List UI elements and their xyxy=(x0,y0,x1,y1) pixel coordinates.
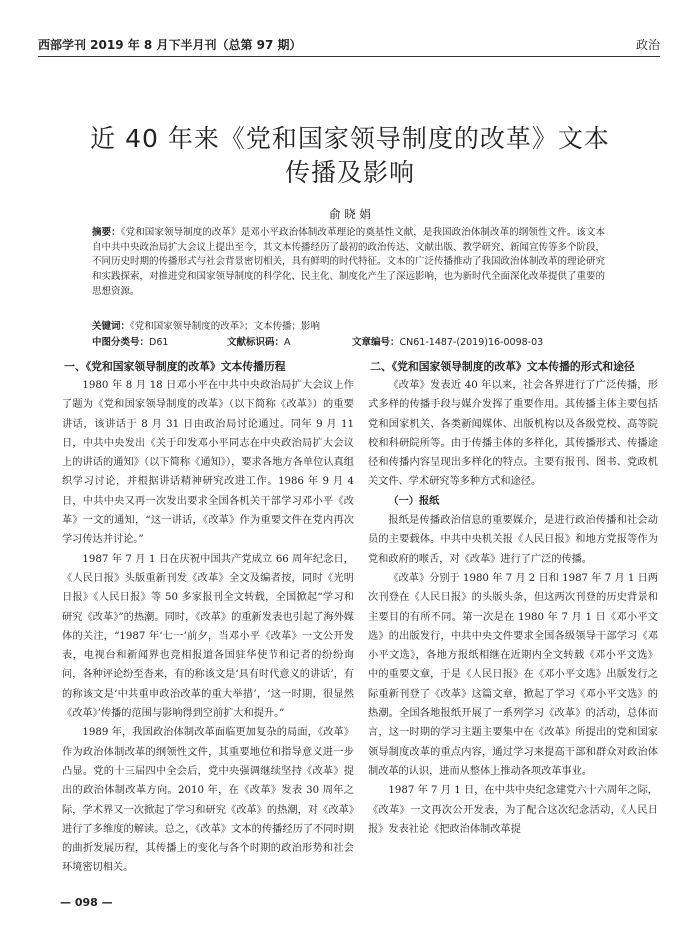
journal-info: 西部学刊 2019 年 8 月下半月刊（总第 97 期） xyxy=(38,38,302,52)
paragraph: 1987 年 7 月 1 日，在中共中央纪念建党六十六周年之际，《改革》一文再次公开发表，为了配合这次纪念活动，《人民日报》发表社论《把政治体制改革提 xyxy=(368,785,658,835)
title-line-2: 传播及影响 xyxy=(284,158,415,187)
article-title xyxy=(40,122,660,190)
paragraph: 1989 年，我国政治体制改革面临更加复杂的局面，《改革》作为政治体制改革的纲领性文件，其重要地位和指导意义进一步凸显。党的十三届四中全会后，党中央强调继续坚持《改革》提出的政治体制改革方向。2010 年，在《改革》发表 30 周年之际，学术界又一次掀起了学习和研究《改革》的热潮，对《改革》进行了多维度的解读。总之，《改革》文本的传播经历了不同时期的曲折发展历程，其传播上的变化与各个时期的政治形势和社会环境密切相关。 xyxy=(62,727,354,874)
section-heading-1: 一、《党和国家领导制度的改革》文本传播历程 xyxy=(64,360,286,373)
abstract-text: 《党和国家领导制度的改革》是邓小平政治体制改革理论的奠基性文献，是我国政治体制改革的纲领性文件。该文本自中共中央政治局扩大会议上提出至今，其文本传播经历了最初的政治传达、文献出版、教学研究、新闻宣传等多个阶段，不同历史时期的传播形式与社会背景密切相关，具有鲜明的时代特征。文本的广泛传播推动了我国政治体制改革的理论研究和实践探索，对推进党和国家领导制度的科学化、民主化、制度化产生了深远影响，也为新时代全面深化改革提供了重要的思想资源。 xyxy=(92,227,606,297)
paragraph: 报纸是传播政治信息的重要媒介，是进行政治传播和社会动员的主要载体。中共中央机关报《人民日报》和地方党报等作为党和政府的喉舌，对《改革》进行了广泛的传播。 xyxy=(368,515,658,565)
running-header xyxy=(38,34,660,57)
article-number: 文章编号：CN61-1487-(2019)16-0098-03 xyxy=(352,337,544,348)
section-heading-2: 二、《党和国家领导制度的改革》文本传播的形式和途径 xyxy=(370,360,635,373)
paragraph: 《改革》分别于 1980 年 7 月 2 日和 1987 年 7 月 1 日两次刊登在《人民日报》的头版头条，但这两次刊登的历史背景和主要目的有所不同。第一次是在 1980 年 7 月 1 日《邓小平文选》的出版发行，中共中央文件要求全国各级领导干部学习《邓小平文选》，各地方报纸相继在近期内全文转载《邓小平文选》中的重要文章，于是《人民日报》在《邓小平文选》出版发行之际重新刊登了《改革》这篇文章，掀起了学习《邓小平文选》的热潮。全国各地报纸开展了一系列学习《改革》的活动，总体而言，这一时期的学习主题主要集中在《改革》所提出的党和国家领导制度改革的重点内容，通过学习来提高干部和群众对政治体制改革的认识，进而从整体上推动各项改革事业。 xyxy=(368,572,658,777)
paragraph: 1987 年 7 月 1 日在庆祝中国共产党成立 66 周年纪念日，《人民日报》头版重新刊发《改革》全文及编者按，同时《光明日报》《人民日报》等 50 多家报刊全文转载，全国掀起“学习和研究《改革》”的热潮。同时，《改革》的重新发表也引起了海外媒体的关注，“1987 年‘七一’前夕，当邓小平《改革》一文公开发表，电视台和新闻界也竞相报道各国驻华使节和记者的纷纷询问，各种评论纷至沓来，有的称该文是‘具有时代意义的讲话’，有的称该文是‘中共重申政治改革的重大举措’，‘这一时期，很显然《改革》’传播的范围与影响得到空前扩大和提升。” xyxy=(62,553,354,720)
keywords xyxy=(92,318,605,332)
right-column xyxy=(368,352,658,839)
abstract xyxy=(92,226,605,300)
left-column xyxy=(62,352,354,878)
keywords-text: 《党和国家领导制度的改革》；文本传播；影响 xyxy=(130,321,321,332)
page-number: — 098 — xyxy=(60,896,113,909)
paragraph: 《改革》发表近 40 年以来，社会各界进行了广泛传播，形式多样的传播手段与媒介发挥了重要作用。其传播主体主要包括党和国家机关、各类新闻媒体、出版机构以及各级党校、高等院校和科研院所等。由于传播主体的多样化，其传播形式、传播途径和传播内容呈现出多样化的特点。主要有报刊、图书、党政机关文件、学术研究等多种方式和途径。 xyxy=(368,380,658,488)
doc-code: 文献标识码：A xyxy=(227,337,291,348)
keywords-label: 关键词： xyxy=(92,321,131,332)
title-line-1: 近 40 年来《党和国家领导制度的改革》文本 xyxy=(90,124,610,153)
author-name: 俞 晓 娟 xyxy=(329,207,371,221)
class-number: 中图分类号：D61 xyxy=(92,337,169,348)
subsection-heading: （一）报纸 xyxy=(388,495,440,507)
section-label: 政治 xyxy=(635,38,660,52)
paragraph: 1980 年 8 月 18 日邓小平在中共中央政治局扩大会议上作了题为《党和国家领导制度的改革》（以下简称《改革》）的重要讲话，该讲话于 8 月 31 日由政治局讨论通过。同年 9 月 11 日，中共中央发出《关于印发邓小平同志在中央政治局扩大会议上的讲话的通知》（以下简称《通知》），要求各地方各单位认真组织学习讨论，并根据讲话精神研究改进工作。1986 年 9 月 4 日，中共中央又再一次发出要求全国各机关干部学习邓小平《改革》一文的通知，“这一讲话，《改革》作为重要文件在党内再次学习传达并讨论。” xyxy=(62,380,354,546)
abstract-label: 摘要： xyxy=(92,227,121,238)
